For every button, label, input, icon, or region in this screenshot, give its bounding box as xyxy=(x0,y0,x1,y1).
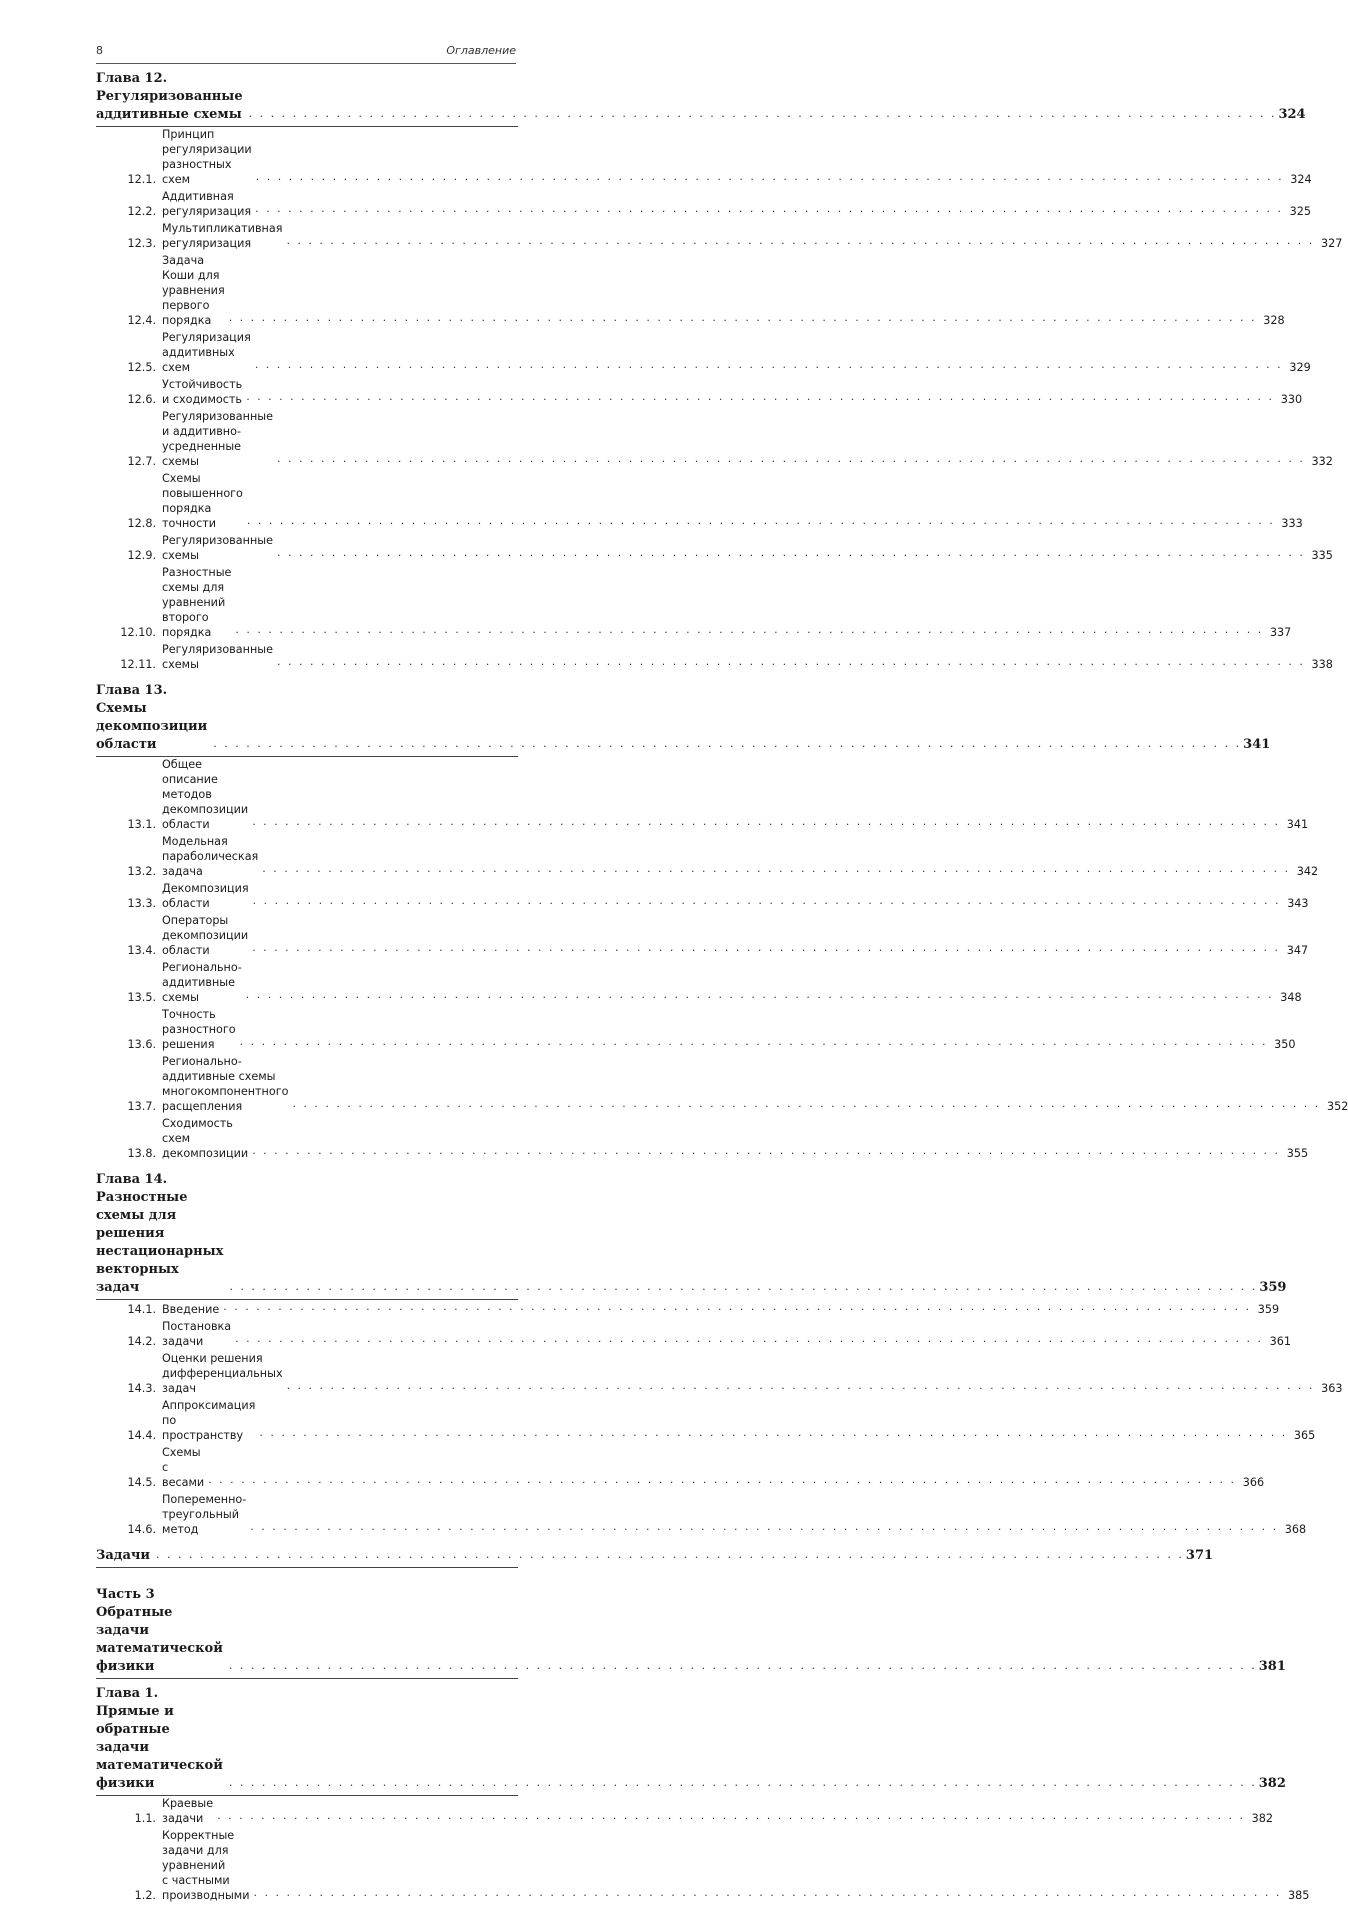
section-title: Постановка задачи xyxy=(162,1320,232,1349)
chapter-group xyxy=(96,1547,1214,1568)
section-number: 13.5. xyxy=(127,990,156,1004)
section-number: 14.3. xyxy=(127,1382,156,1395)
chapter-entry[interactable] xyxy=(96,1171,1287,1297)
section-entry[interactable] xyxy=(96,757,1309,834)
section-title: Операторы декомпозиции области xyxy=(162,914,249,957)
section-page: 341 xyxy=(1286,817,1309,831)
chapter-title: Глава 12. Регуляризованные аддитивные схемы xyxy=(96,71,243,122)
section-number: 12.1. xyxy=(127,172,156,186)
section-entry[interactable] xyxy=(96,409,1333,471)
section-page: 325 xyxy=(1289,204,1312,218)
section-page: 342 xyxy=(1296,864,1319,878)
section-page: 335 xyxy=(1311,548,1333,562)
section-entry[interactable] xyxy=(96,565,1292,642)
leader-dots: . . . . . . . . . . . . . . . . . . . . . . . . . . . . . . . . . . . . . . . . . . . . . . . . . . . . . . . . . . . . . . . . . . . . . . . . . . . . . . . . . . . . . . . . . . . . . . xyxy=(292,1097,1321,1110)
section-page: 363 xyxy=(1321,1382,1343,1395)
section-number: 12.5. xyxy=(127,360,156,374)
section-page: 330 xyxy=(1280,392,1303,406)
running-title: Оглавление xyxy=(446,44,516,57)
section-entry[interactable] xyxy=(96,913,1309,960)
section-page: 343 xyxy=(1287,896,1309,910)
leader-dots: . . . . . . . . . . . . . . . . . . . . . . . . . . . . . . . . . . . . . . . . . . . . . . . . . . . . . . . . . . . . . . . . . . . . . . . . . . . . . . . . . . . . . . . . . . . . . . xyxy=(156,1548,1184,1562)
section-page: 324 xyxy=(1290,172,1312,186)
section-number: 13.2. xyxy=(127,864,156,878)
part-page: 381 xyxy=(1258,1659,1286,1675)
section-entry[interactable] xyxy=(96,330,1311,377)
leader-dots: . . . . . . . . . . . . . . . . . . . . . . . . . . . . . . . . . . . . . . . . . . . . . . . . . . . . . . . . . . . . . . . . . . . . . . . . . . . . . . . . . . . . . . . . . . . . . . xyxy=(276,655,1305,668)
table-of-contents xyxy=(96,70,1348,1905)
section-page: 385 xyxy=(1288,1889,1310,1902)
part-title-entry[interactable] xyxy=(96,1604,1286,1679)
section-page: 361 xyxy=(1269,1335,1292,1348)
leader-dots: . . . . . . . . . . . . . . . . . . . . . . . . . . . . . . . . . . . . . . . . . . . . . . . . . . . . . . . . . . . . . . . . . . . . . . . . . . . . . . . . . . . . . . . . . . . . . . xyxy=(250,1520,1279,1534)
section-title: Аддитивная регуляризация xyxy=(162,190,252,218)
leader-dots: . . . . . . . . . . . . . . . . . . . . . . . . . . . . . . . . . . . . . . . . . . . . . . . . . . . . . . . . . . . . . . . . . . . . . . . . . . . . . . . . . . . . . . . . . . . . . . xyxy=(235,1332,1264,1346)
section-number: 14.6. xyxy=(127,1523,156,1536)
section-number: 12.2. xyxy=(127,204,156,218)
section-title: Схемы повышенного порядка точности xyxy=(162,472,243,530)
section-page: 338 xyxy=(1311,657,1333,671)
chapter-page: 341 xyxy=(1243,737,1271,752)
leader-dots: . . . . . . . . . . . . . . . . . . . . . . . . . . . . . . . . . . . . . . . . . . . . . . . . . . . . . . . . . . . . . . . . . . . . . . . . . . . . . . . . . . . . . . . . . . . . . . xyxy=(213,737,1242,750)
section-page: 348 xyxy=(1280,990,1302,1004)
chapter-page: 371 xyxy=(1185,1548,1214,1564)
section-title: Регуляризация аддитивных схем xyxy=(162,331,251,374)
section-title: Регионально-аддитивные схемы xyxy=(162,961,242,1004)
section-entry[interactable] xyxy=(96,881,1309,913)
leader-dots: . . . . . . . . . . . . . . . . . . . . . . . . . . . . . . . . . . . . . . . . . . . . . . . . . . . . . . . . . . . . . . . . . . . . . . . . . . . . . . . . . . . . . . . . . . . . . . xyxy=(262,862,1291,875)
chapter-page: 324 xyxy=(1278,107,1306,122)
leader-dots: . . . . . . . . . . . . . . . . . . . . . . . . . . . . . . . . . . . . . . . . . . . . . . . . . . . . . . . . . . . . . . . . . . . . . . . . . . . . . . . . . . . . . . . . . . . . . . xyxy=(246,514,1275,527)
section-title: Регуляризованные и аддитивно-усредненные схемы xyxy=(162,410,273,468)
section-number: 13.4. xyxy=(127,943,156,957)
section-title: Регуляризованные схемы xyxy=(162,534,273,562)
section-title: Модельная параболическая задача xyxy=(162,835,259,878)
leader-dots: . . . . . . . . . . . . . . . . . . . . . . . . . . . . . . . . . . . . . . . . . . . . . . . . . . . . . . . . . . . . . . . . . . . . . . . . . . . . . . . . . . . . . . . . . . . . . . xyxy=(253,1886,1282,1900)
section-page: 382 xyxy=(1251,1812,1273,1825)
section-entry[interactable] xyxy=(96,189,1312,221)
section-page: 347 xyxy=(1286,943,1309,957)
section-entry[interactable] xyxy=(96,1398,1316,1445)
section-entry[interactable] xyxy=(96,1116,1309,1163)
section-entry[interactable] xyxy=(96,471,1303,533)
leader-dots: . . . . . . . . . . . . . . . . . . . . . . . . . . . . . . . . . . . . . . . . . . . . . . . . . . . . . . . . . . . . . . . . . . . . . . . . . . . . . . . . . . . . . . . . . . . . . . xyxy=(208,1473,1237,1487)
section-page: 333 xyxy=(1281,516,1303,530)
chapter-group xyxy=(96,1171,1287,1300)
section-entry[interactable] xyxy=(96,642,1333,674)
part-label: Часть 3 xyxy=(96,1587,155,1603)
section-number: 1.1. xyxy=(134,1812,156,1825)
section-number: 13.3. xyxy=(127,896,156,910)
chapter-page: 359 xyxy=(1259,1280,1287,1295)
chapter-page: 382 xyxy=(1258,1776,1286,1792)
section-number: 12.11. xyxy=(120,657,156,671)
section-title: Устойчивость и сходимость xyxy=(162,378,243,406)
leader-dots: . . . . . . . . . . . . . . . . . . . . . . . . . . . . . . . . . . . . . . . . . . . . . . . . . . . . . . . . . . . . . . . . . . . . . . . . . . . . . . . . . . . . . . . . . . . . . . xyxy=(252,1144,1281,1157)
leader-dots: . . . . . . . . . . . . . . . . . . . . . . . . . . . . . . . . . . . . . . . . . . . . . . . . . . . . . . . . . . . . . . . . . . . . . . . . . . . . . . . . . . . . . . . . . . . . . . xyxy=(245,988,1274,1001)
section-title: Общее описание методов декомпозиции области xyxy=(162,758,249,831)
section-number: 14.1. xyxy=(127,1303,156,1316)
leader-dots: . . . . . . . . . . . . . . . . . . . . . . . . . . . . . . . . . . . . . . . . . . . . . . . . . . . . . . . . . . . . . . . . . . . . . . . . . . . . . . . . . . . . . . . . . . . . . . xyxy=(254,358,1283,371)
leader-dots: . . . . . . . . . . . . . . . . . . . . . . . . . . . . . . . . . . . . . . . . . . . . . . . . . . . . . . . . . . . . . . . . . . . . . . . . . . . . . . . . . . . . . . . . . . . . . . xyxy=(252,894,1281,907)
section-page: 368 xyxy=(1284,1523,1307,1536)
section-entry[interactable] xyxy=(96,1796,1273,1828)
leader-dots: . . . . . . . . . . . . . . . . . . . . . . . . . . . . . . . . . . . . . . . . . . . . . . . . . . . . . . . . . . . . . . . . . . . . . . . . . . . . . . . . . . . . . . . . . . . . . . xyxy=(223,1300,1252,1314)
section-number: 13.8. xyxy=(127,1146,156,1160)
section-title: Сходимость схем декомпозиции xyxy=(162,1117,249,1160)
section-page: 332 xyxy=(1311,454,1333,468)
chapter-entry[interactable] xyxy=(96,70,1306,124)
section-title: Принцип регуляризации разностных схем xyxy=(162,128,252,186)
leader-dots: . . . . . . . . . . . . . . . . . . . . . . . . . . . . . . . . . . . . . . . . . . . . . . . . . . . . . . . . . . . . . . . . . . . . . . . . . . . . . . . . . . . . . . . . . . . . . . xyxy=(248,107,1277,120)
leader-dots: . . . . . . . . . . . . . . . . . . . . . . . . . . . . . . . . . . . . . . . . . . . . . . . . . . . . . . . . . . . . . . . . . . . . . . . . . . . . . . . . . . . . . . . . . . . . . . xyxy=(252,941,1281,954)
section-number: 12.3. xyxy=(127,236,156,250)
section-number: 13.7. xyxy=(127,1099,156,1113)
section-title: Мультипликативная регуляризация xyxy=(162,222,283,250)
section-entry[interactable] xyxy=(96,834,1319,881)
chapter-entry[interactable] xyxy=(96,1685,1286,1793)
section-number: 12.9. xyxy=(127,548,156,562)
section-number: 13.1. xyxy=(127,817,156,831)
section-entry[interactable] xyxy=(96,1351,1343,1398)
chapter-title: Глава 1. Прямые и обратные задачи математической физики xyxy=(96,1686,223,1792)
section-title: Схемы с весами xyxy=(162,1446,205,1490)
section-number: 1.2. xyxy=(134,1889,156,1902)
leader-dots: . . . . . . . . . . . . . . . . . . . . . . . . . . . . . . . . . . . . . . . . . . . . . . . . . . . . . . . . . . . . . . . . . . . . . . . . . . . . . . . . . . . . . . . . . . . . . . xyxy=(286,234,1315,247)
section-entry[interactable] xyxy=(96,221,1343,253)
section-entry[interactable] xyxy=(96,1007,1296,1054)
section-page: 352 xyxy=(1326,1099,1348,1113)
section-page: 329 xyxy=(1289,360,1311,374)
section-page: 328 xyxy=(1263,313,1285,327)
leader-dots: . . . . . . . . . . . . . . . . . . . . . . . . . . . . . . . . . . . . . . . . . . . . . . . . . . . . . . . . . . . . . . . . . . . . . . . . . . . . . . . . . . . . . . . . . . . . . . xyxy=(276,452,1305,465)
section-number: 12.10. xyxy=(120,625,156,639)
leader-dots: . . . . . . . . . . . . . . . . . . . . . . . . . . . . . . . . . . . . . . . . . . . . . . . . . . . . . . . . . . . . . . . . . . . . . . . . . . . . . . . . . . . . . . . . . . . . . . xyxy=(286,1379,1315,1393)
section-entry[interactable] xyxy=(96,1492,1307,1539)
part-title: Обратные задачи математической физики xyxy=(96,1605,223,1675)
header-rule xyxy=(96,63,516,64)
leader-dots: . . . . . . . . . . . . . . . . . . . . . . . . . . . . . . . . . . . . . . . . . . . . . . . . . . . . . . . . . . . . . . . . . . . . . . . . . . . . . . . . . . . . . . . . . . . . . . xyxy=(255,170,1284,183)
section-title: Декомпозиция области xyxy=(162,882,249,910)
section-number: 12.4. xyxy=(127,313,156,327)
section-entry[interactable] xyxy=(96,1445,1265,1492)
section-title: Введение xyxy=(162,1303,220,1317)
leader-dots: . . . . . . . . . . . . . . . . . . . . . . . . . . . . . . . . . . . . . . . . . . . . . . . . . . . . . . . . . . . . . . . . . . . . . . . . . . . . . . . . . . . . . . . . . . . . . . xyxy=(255,202,1284,215)
section-number: 14.4. xyxy=(127,1429,156,1442)
section-entry[interactable] xyxy=(96,1054,1348,1116)
leader-dots: . . . . . . . . . . . . . . . . . . . . . . . . . . . . . . . . . . . . . . . . . . . . . . . . . . . . . . . . . . . . . . . . . . . . . . . . . . . . . . . . . . . . . . . . . . . . . . xyxy=(239,1035,1268,1048)
section-number: 12.6. xyxy=(127,392,156,406)
section-number: 12.7. xyxy=(127,454,156,468)
section-number: 14.2. xyxy=(127,1335,156,1348)
page-header xyxy=(96,44,516,60)
leader-dots: . . . . . . . . . . . . . . . . . . . . . . . . . . . . . . . . . . . . . . . . . . . . . . . . . . . . . . . . . . . . . . . . . . . . . . . . . . . . . . . . . . . . . . . . . . . . . . xyxy=(228,1776,1257,1790)
section-number: 12.8. xyxy=(127,516,156,530)
chapter-entry[interactable] xyxy=(96,1547,1214,1565)
section-entry[interactable] xyxy=(96,253,1285,330)
section-title: Корректные задачи для уравнений с частными производными xyxy=(162,1829,250,1903)
section-entry[interactable] xyxy=(96,377,1303,409)
section-page: 365 xyxy=(1293,1429,1316,1442)
leader-dots: . . . . . . . . . . . . . . . . . . . . . . . . . . . . . . . . . . . . . . . . . . . . . . . . . . . . . . . . . . . . . . . . . . . . . . . . . . . . . . . . . . . . . . . . . . . . . . xyxy=(228,1659,1257,1673)
section-title: Регуляризованные схемы xyxy=(162,643,273,671)
section-title: Аппроксимация по пространству xyxy=(162,1399,256,1443)
section-title: Точность разностного решения xyxy=(162,1008,236,1051)
leader-dots: . . . . . . . . . . . . . . . . . . . . . . . . . . . . . . . . . . . . . . . . . . . . . . . . . . . . . . . . . . . . . . . . . . . . . . . . . . . . . . . . . . . . . . . . . . . . . . xyxy=(252,815,1281,828)
section-title: Попеременно-треугольный метод xyxy=(162,1493,247,1537)
section-page: 355 xyxy=(1286,1146,1309,1160)
section-entry[interactable] xyxy=(96,1300,1280,1319)
leader-dots: . . . . . . . . . . . . . . . . . . . . . . . . . . . . . . . . . . . . . . . . . . . . . . . . . . . . . . . . . . . . . . . . . . . . . . . . . . . . . . . . . . . . . . . . . . . . . . xyxy=(229,1280,1258,1293)
section-page: 366 xyxy=(1242,1476,1265,1489)
leader-dots: . . . . . . . . . . . . . . . . . . . . . . . . . . . . . . . . . . . . . . . . . . . . . . . . . . . . . . . . . . . . . . . . . . . . . . . . . . . . . . . . . . . . . . . . . . . . . . xyxy=(276,546,1305,559)
chapter-group xyxy=(96,70,1306,127)
chapter-title: Задачи xyxy=(96,1548,151,1564)
chapter-title: Глава 13. Схемы декомпозиции области xyxy=(96,683,208,752)
chapter-group xyxy=(96,682,1271,757)
page-number: 8 xyxy=(96,44,103,57)
section-title: Разностные схемы для уравнений второго порядка xyxy=(162,566,232,639)
section-number: 14.5. xyxy=(127,1476,156,1489)
section-page: 327 xyxy=(1320,236,1343,250)
section-page: 350 xyxy=(1274,1037,1296,1051)
section-entry[interactable] xyxy=(96,1319,1292,1351)
section-title: Краевые задачи xyxy=(162,1797,214,1826)
leader-dots: . . . . . . . . . . . . . . . . . . . . . . . . . . . . . . . . . . . . . . . . . . . . . . . . . . . . . . . . . . . . . . . . . . . . . . . . . . . . . . . . . . . . . . . . . . . . . . xyxy=(235,623,1264,636)
section-entry[interactable] xyxy=(96,960,1302,1007)
section-entry[interactable] xyxy=(96,533,1333,565)
chapter-group xyxy=(96,1685,1286,1796)
section-page: 337 xyxy=(1269,625,1292,639)
chapter-entry[interactable] xyxy=(96,682,1271,754)
chapter-title: Глава 14. Разностные схемы для решения нестационарных векторных задач xyxy=(96,1172,224,1295)
section-number: 13.6. xyxy=(127,1037,156,1051)
section-title: Задача Коши для уравнения первого порядка xyxy=(162,254,225,327)
section-page: 359 xyxy=(1257,1303,1280,1316)
section-title: Оценки решения дифференциальных задач xyxy=(162,1352,283,1396)
leader-dots: . . . . . . . . . . . . . . . . . . . . . . . . . . . . . . . . . . . . . . . . . . . . . . . . . . . . . . . . . . . . . . . . . . . . . . . . . . . . . . . . . . . . . . . . . . . . . . xyxy=(217,1809,1245,1823)
section-entry[interactable] xyxy=(96,1828,1310,1905)
leader-dots: . . . . . . . . . . . . . . . . . . . . . . . . . . . . . . . . . . . . . . . . . . . . . . . . . . . . . . . . . . . . . . . . . . . . . . . . . . . . . . . . . . . . . . . . . . . . . . xyxy=(246,390,1275,403)
section-title: Регионально-аддитивные схемы многокомпонентного расщепления xyxy=(162,1055,289,1113)
leader-dots: . . . . . . . . . . . . . . . . . . . . . . . . . . . . . . . . . . . . . . . . . . . . . . . . . . . . . . . . . . . . . . . . . . . . . . . . . . . . . . . . . . . . . . . . . . . . . . xyxy=(228,311,1257,324)
section-entry[interactable] xyxy=(96,127,1312,189)
leader-dots: . . . . . . . . . . . . . . . . . . . . . . . . . . . . . . . . . . . . . . . . . . . . . . . . . . . . . . . . . . . . . . . . . . . . . . . . . . . . . . . . . . . . . . . . . . . . . . xyxy=(259,1426,1288,1440)
